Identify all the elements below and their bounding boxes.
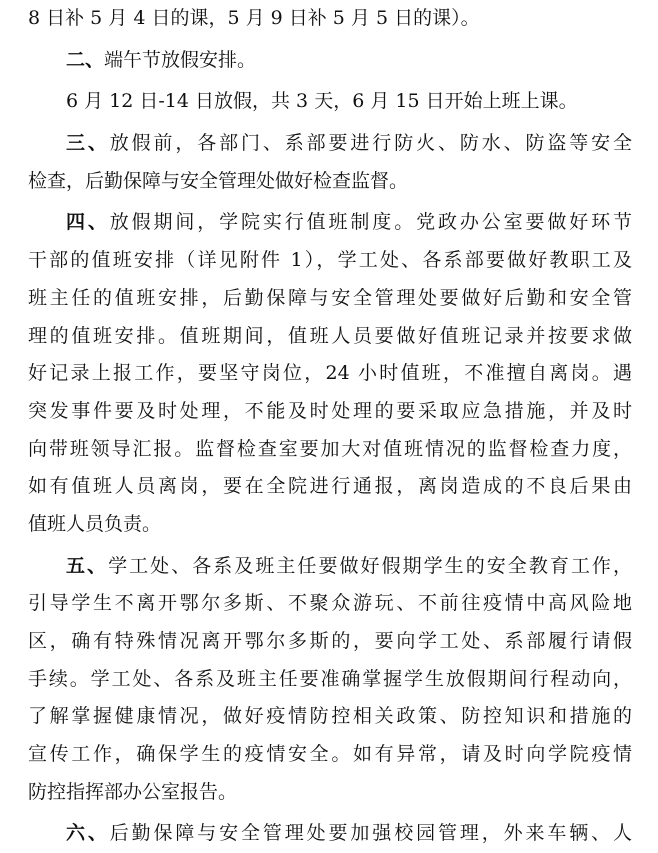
text-line [28, 698, 632, 736]
section-number: 二、 [66, 48, 105, 71]
line-text: 好记录上报工作，要坚守岗位，24 小时值班，不准擅自离岗。遇 [28, 362, 632, 385]
line-text: 向带班领导汇报。监督检查室要加大对值班情况的监督检查力度， [28, 437, 632, 460]
line-text: 理的值班安排。值班期间，值班人员要做好值班记录并按要求做 [28, 324, 632, 347]
line-text: 放假前，各部门、系部要进行防火、防水、防盗等安全 [109, 132, 632, 155]
paragraph-section-2 [28, 42, 632, 80]
text-line [28, 506, 632, 544]
paragraph-section-6 [28, 815, 632, 853]
line-text: 后勤保障与安全管理处要加强校园管理，外来车辆、人 [109, 822, 632, 845]
paragraph-section-5 [28, 548, 632, 812]
line-text: 6 月 12 日-14 日放假，共 3 天，6 月 15 日开始上班上课。 [66, 90, 578, 113]
text-line [28, 661, 632, 699]
text-line [28, 585, 632, 623]
line-text: 班主任的值班安排，后勤保障与安全管理处要做好后勤和安全管 [28, 286, 632, 309]
section-number: 六、 [66, 822, 110, 845]
line-text: 区，确有特殊情况离开鄂尔多斯的，要向学工处、系部履行请假 [28, 630, 632, 652]
line-text: 放假期间，学院实行值班制度。党政办公室要做好环节 [109, 211, 632, 234]
text-line [28, 548, 632, 586]
section-number: 五、 [66, 554, 109, 577]
line-text: 引导学生不离开鄂尔多斯、不聚众游玩、不前往疫情中高风险地 [28, 592, 632, 615]
text-line [28, 393, 632, 431]
text-line [28, 355, 632, 393]
text-line [28, 125, 632, 163]
text-line [28, 163, 632, 201]
line-text: 检查，后勤保障与安全管理处做好检查监督。 [28, 169, 409, 192]
line-text: 宣传工作，确保学生的疫情安全。如有异常，请及时向学院疫情 [28, 743, 632, 766]
paragraph-section-3 [28, 125, 632, 200]
line-text: 端午节放假安排。 [104, 48, 257, 71]
line-text: 防控指挥部办公室报告。 [28, 780, 238, 803]
text-line [28, 468, 632, 506]
line-text: 了解掌握健康情况，做好疫情防控相关政策、防控知识和措施的 [28, 705, 632, 728]
paragraph-section-4 [28, 204, 632, 543]
paragraph-continuation [28, 0, 632, 38]
line-text: 手续。学工处、各系及班主任要准确掌握学生放假期间行程动向， [28, 667, 632, 690]
line-text: 学工处、各系及班主任要做好假期学生的安全教育工作， [108, 554, 632, 577]
text-line [28, 815, 632, 853]
line-text: 8 日补 5 月 4 日的课，5 月 9 日补 5 月 5 日的课）。 [28, 7, 480, 29]
section-number: 三、 [66, 132, 110, 155]
line-text: 干部的值班安排（详见附件 1），学工处、各系部要做好教职工及 [28, 249, 632, 272]
text-line [28, 623, 632, 661]
line-text: 如有值班人员离岗，要在全院进行通报，离岗造成的不良后果由 [28, 475, 632, 498]
text-line [28, 83, 632, 121]
text-line [28, 431, 632, 469]
text-line [28, 774, 632, 812]
text-line [28, 204, 632, 242]
text-line [28, 318, 632, 356]
text-line [28, 0, 632, 38]
line-text: 值班人员负责。 [28, 512, 162, 535]
text-line [28, 242, 632, 280]
text-line [28, 42, 632, 80]
line-text: 突发事件要及时处理，不能及时处理的要采取应急措施，并及时 [28, 399, 632, 422]
paragraph-dragon-boat-dates [28, 83, 632, 121]
text-line [28, 280, 632, 318]
document-page [28, 0, 632, 853]
section-number: 四、 [66, 211, 110, 234]
text-line [28, 736, 632, 774]
